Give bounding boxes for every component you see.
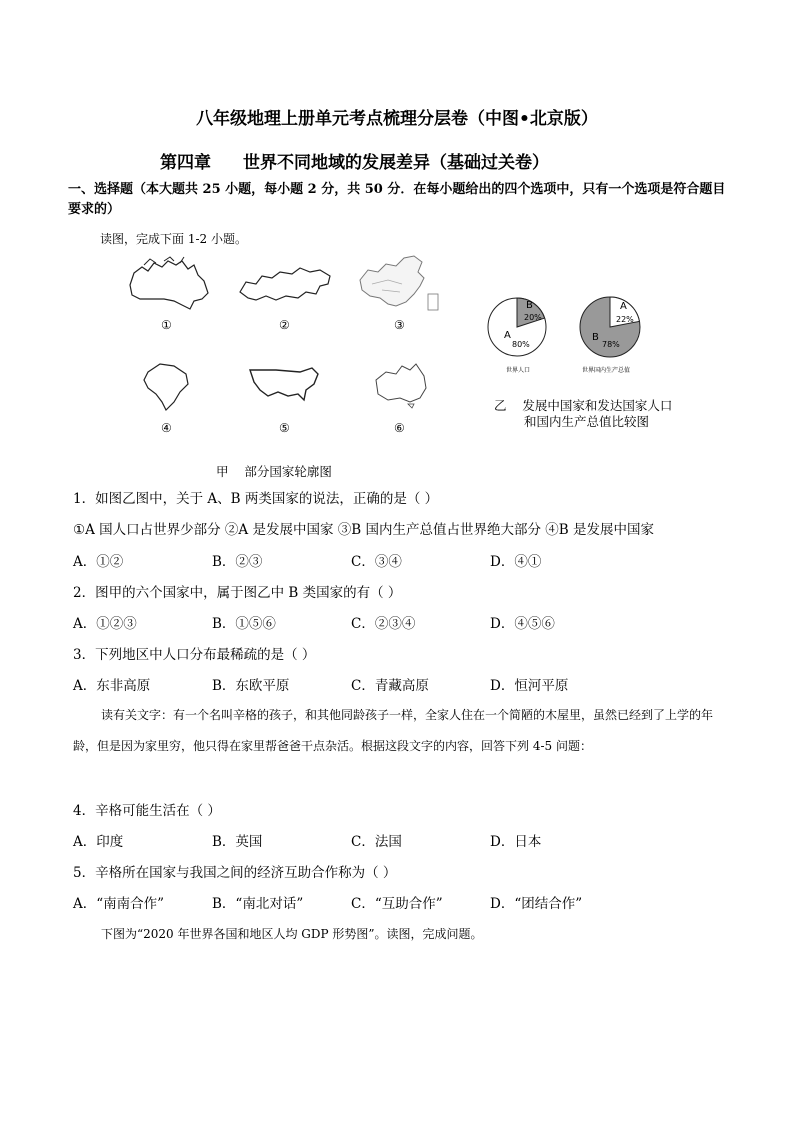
question-2-option-c[interactable]: C．②③④ [351, 616, 416, 632]
pie1-label-a: A [504, 330, 511, 341]
question-5-option-d[interactable]: D．“团结合作” [490, 896, 583, 912]
reading-passage: 读有关文字：有一个名叫辛格的孩子，和其他同龄孩子一样，全家人住在一个简陋的木屋里，虽然已经到了上学的年龄，但是因为家里穷，他只得在家里帮爸爸干点杂活。根据这段文字的内容，回答下列 4-5 问题： [73, 708, 714, 753]
figure-yi-caption-line2: 和国内生产总值比较图 [524, 414, 650, 429]
figure-yi-caption-text1: 发展中国家和发达国家人口 [522, 398, 673, 413]
pie2-label-b: B [592, 332, 599, 343]
question-5-option-b[interactable]: B．“南北对话” [212, 896, 304, 912]
map-australia [368, 360, 432, 410]
question-2-option-b[interactable]: B．①⑤⑥ [212, 616, 276, 632]
question-5-stem: 5．辛格所在国家与我国之间的经济互助合作称为（ ） [73, 865, 397, 881]
map-label-4: ④ [161, 421, 172, 435]
question-4-stem: 4．辛格可能生活在（ ） [73, 803, 221, 819]
question-3-option-a[interactable]: A．东非高原 [73, 678, 151, 694]
question-5-option-a[interactable]: A．“南南合作” [73, 896, 165, 912]
question-1-stem: 1．如图乙图中，关于 A、B 两类国家的说法，正确的是（ ） [73, 491, 439, 507]
chapter-number: 第四章 [160, 153, 211, 173]
map-russia [236, 262, 336, 306]
question-3-option-c[interactable]: C．青藏高原 [351, 678, 429, 694]
pie-world-population [488, 298, 546, 374]
document-title: 八年级地理上册单元考点梳理分层卷（中图•北京版） [196, 109, 598, 129]
pie2-pct-b: 78% [602, 340, 620, 349]
map-label-5: ⑤ [279, 421, 290, 435]
pie1-pct-a: 80% [512, 340, 530, 349]
question-3-stem: 3．下列地区中人口分布最稀疏的是（ ） [73, 647, 316, 663]
question-1-option-b[interactable]: B．②③ [212, 554, 263, 570]
figure-yi-mark: 乙 [494, 398, 507, 413]
pie1-pct-b: 20% [524, 313, 542, 322]
figure-jia-caption-text: 部分国家轮廓图 [244, 464, 332, 479]
question-3-option-d[interactable]: D．恒河平原 [490, 678, 569, 694]
intro-next-text: 下图为“2020 年世界各国和地区人均 GDP 形势图”。读图，完成问题。 [101, 927, 483, 941]
question-4-option-d[interactable]: D．日本 [490, 834, 542, 850]
question-1-option-d[interactable]: D．④① [490, 554, 542, 570]
map-brazil [138, 358, 194, 414]
question-4-option-b[interactable]: B．英国 [212, 834, 263, 850]
question-1-option-a[interactable]: A．①② [73, 554, 124, 570]
chapter-title [160, 148, 549, 173]
pie1-label-b: B [526, 300, 533, 311]
question-1-statements: ①A 国人口占世界少部分 ②A 是发展中国家 ③B 国内生产总值占世界绝大部分 ④B 是发展中国家 [73, 522, 654, 538]
question-3-option-b[interactable]: B．东欧平原 [212, 678, 290, 694]
question-4-option-a[interactable]: A．印度 [73, 834, 124, 850]
question-4-option-c[interactable]: C．法国 [351, 834, 402, 850]
figure-jia-mark: 甲 [216, 464, 229, 479]
question-2-stem: 2．图甲的六个国家中，属于图乙中 B 类国家的有（ ） [73, 585, 402, 601]
pie-charts [484, 292, 664, 382]
question-5-option-c[interactable]: C．“互助合作” [351, 896, 443, 912]
question-2-option-d[interactable]: D．④⑤⑥ [490, 616, 555, 632]
map-china [352, 250, 442, 320]
question-1-option-c[interactable]: C．③④ [351, 554, 402, 570]
figure-jia-caption [216, 462, 332, 480]
map-label-1: ① [161, 318, 172, 332]
pie2-label-a: A [620, 301, 627, 312]
map-label-3: ③ [394, 318, 405, 332]
pie2-pct-a: 22% [616, 315, 634, 324]
intro-text: 读图，完成下面 1-2 小题。 [100, 232, 247, 246]
question-2-option-a[interactable]: A．①②③ [73, 616, 137, 632]
pie-world-gdp [580, 297, 640, 374]
map-usa [246, 362, 324, 406]
pie1-caption: 世界人口 [506, 367, 531, 374]
map-label-6: ⑥ [394, 421, 405, 435]
section-heading: 一、选择题（本大题共 25 小题，每小题 2 分，共 50 分．在每小题给出的四个选项中，只有一个选项是符合题目要求的） [68, 182, 726, 217]
pie2-caption: 世界国内生产总值 [582, 367, 631, 374]
chapter-subtitle: 世界不同地域的发展差异（基础过关卷） [243, 153, 549, 173]
map-canada [124, 255, 212, 315]
map-label-2: ② [279, 318, 290, 332]
